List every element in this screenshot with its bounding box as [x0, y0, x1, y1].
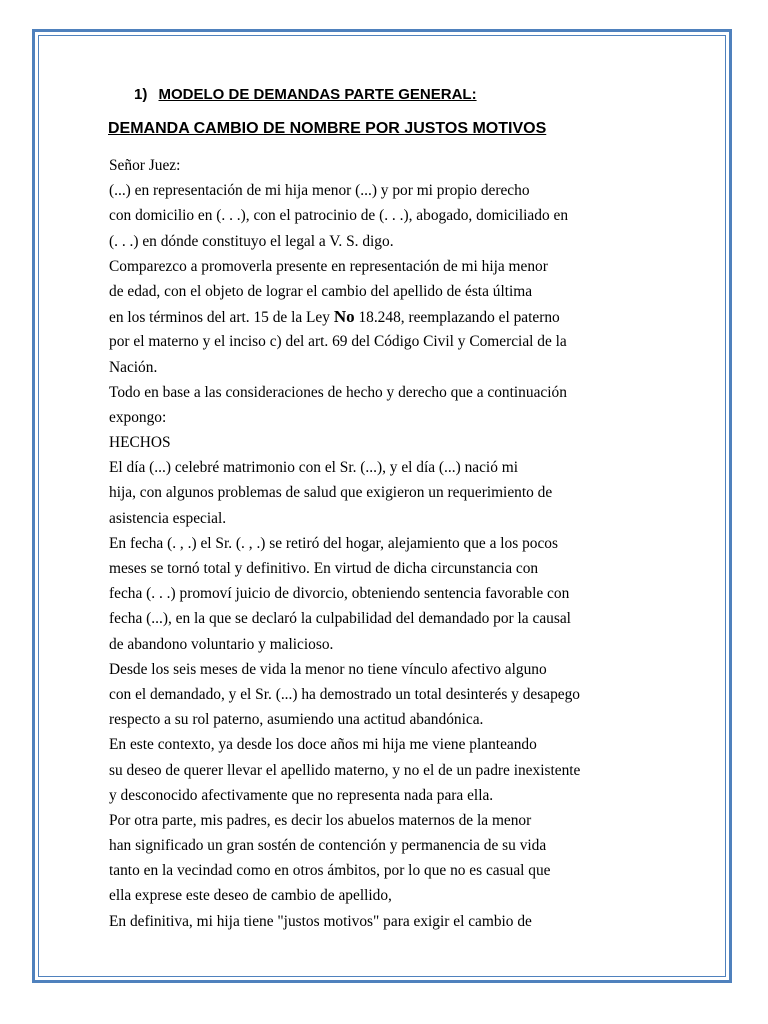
body-line: Por otra parte, mis padres, es decir los abuelos maternos de la menor — [109, 811, 532, 829]
document-body — [109, 153, 709, 934]
body-line: En definitiva, mi hija tiene "justos motivos" para exigir el cambio de — [109, 912, 532, 930]
body-line: respecto a su rol paterno, asumiendo una actitud abandónica. — [109, 711, 484, 729]
section-number: 1) — [134, 86, 148, 103]
body-line: de edad, con el objeto de lograr el cambio del apellido de ésta última — [109, 282, 533, 300]
body-line: ella exprese este deseo de cambio de apellido, — [109, 887, 392, 905]
body-line: con el demandado, y el Sr. (...) ha demostrado un total desinterés y desapego — [109, 685, 580, 703]
body-line: asistencia especial. — [109, 509, 227, 527]
body-line: Señor Juez: — [109, 157, 181, 174]
body-line: Todo en base a las consideraciones de hecho y derecho que a continuación — [109, 383, 567, 401]
body-line-ley — [109, 304, 709, 329]
body-line: tanto en la vecindad como en otros ámbitos, por lo que no es casual que — [109, 862, 551, 880]
document-title: DEMANDA CAMBIO DE NOMBRE POR JUSTOS MOTIVOS — [108, 120, 547, 137]
body-line: de abandono voluntario y malicioso. — [109, 635, 334, 653]
body-line: y desconocido afectivamente que no representa nada para ella. — [109, 786, 494, 804]
body-line: hija, con algunos problemas de salud que exigieron un requerimiento de — [109, 484, 553, 502]
section-heading — [134, 86, 477, 103]
hechos-heading: HECHOS — [109, 434, 171, 452]
body-line: su deseo de querer llevar el apellido materno, y no el de un padre inexistente — [109, 761, 581, 779]
body-line: En fecha (. , .) el Sr. (. , .) se retiró del hogar, alejamiento que a los pocos — [109, 534, 558, 552]
body-line: (. . .) en dónde constituyo el legal a V. S. digo. — [109, 232, 394, 250]
body-line: El día (...) celebré matrimonio con el Sr. (...), y el día (...) nació mi — [109, 459, 519, 477]
body-line: meses se tornó total y definitivo. En virtud de dicha circunstancia con — [109, 560, 539, 577]
body-line: expongo: — [109, 408, 167, 426]
body-line-ley-end: 18.248, reemplazando el paterno — [354, 309, 560, 327]
ley-number-abbrev: No — [333, 307, 355, 327]
body-line: fecha (...), en la que se declaró la culpabilidad del demandado por la causal — [109, 610, 571, 628]
body-line: Comparezco a promoverla presente en representación de mi hija menor — [109, 257, 548, 275]
body-line: han significado un gran sostén de contención y permanencia de su vida — [109, 837, 547, 855]
section-title: MODELO DE DEMANDAS PARTE GENERAL: — [158, 86, 477, 103]
body-line: Nación. — [109, 358, 158, 376]
body-line: (...) en representación de mi hija menor (...) y por mi propio derecho — [109, 182, 530, 200]
body-line: En este contexto, ya desde los doce años mi hija me viene planteando — [109, 736, 537, 754]
body-line: Desde los seis meses de vida la menor no tiene vínculo afectivo alguno — [109, 660, 547, 678]
body-line: por el materno y el inciso c) del art. 69 del Código Civil y Comercial de la — [109, 333, 567, 351]
body-line-ley-start: en los términos del art. 15 de la Ley — [109, 309, 334, 327]
body-line: con domicilio en (. . .), con el patrocinio de (. . .), abogado, domiciliado en — [109, 207, 569, 225]
body-line: fecha (. . .) promoví juicio de divorcio, obteniendo sentencia favorable con — [109, 585, 570, 603]
